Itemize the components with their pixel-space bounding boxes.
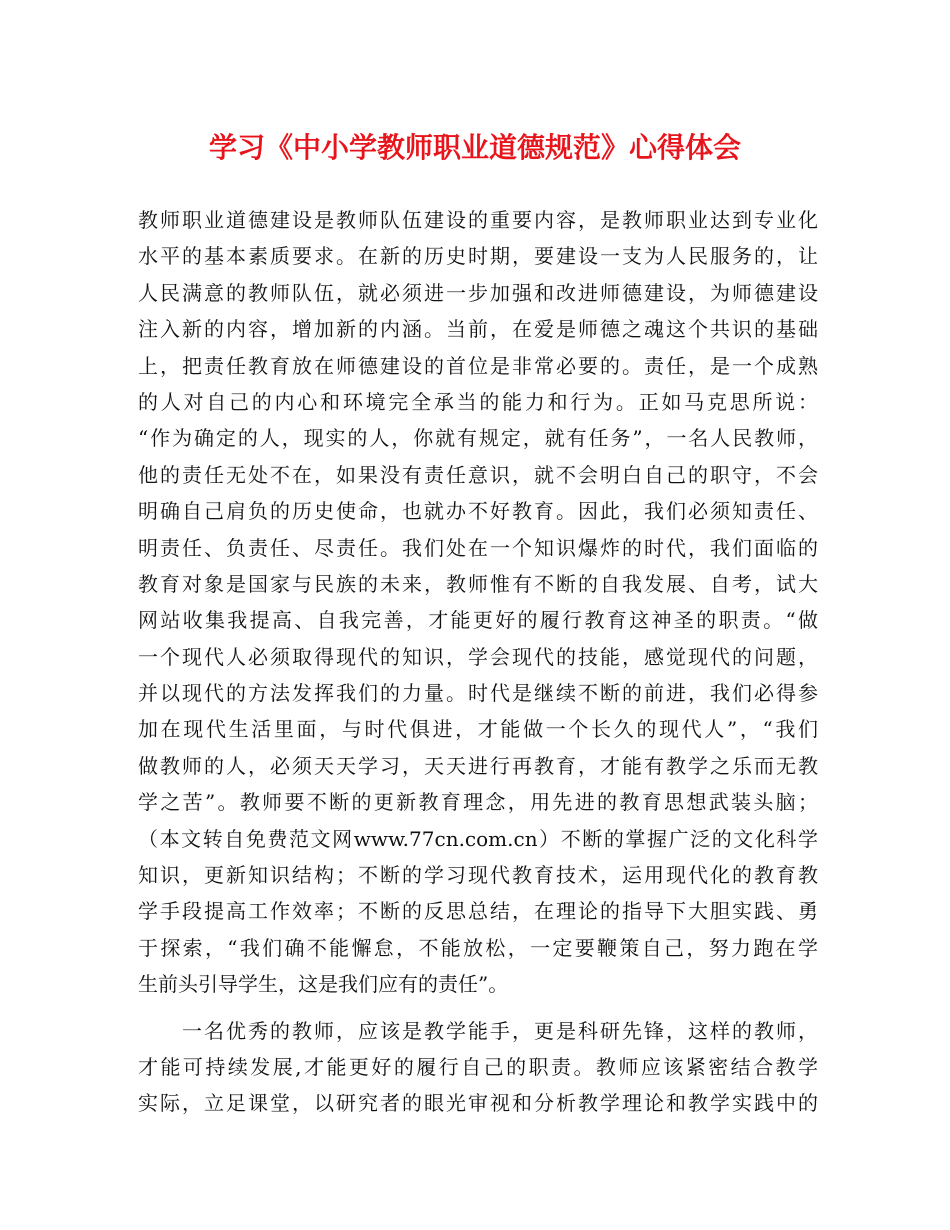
body-line: 注入新的内容，增加新的内涵。当前，在爱是师德之魂这个共识的基础 (138, 317, 818, 342)
body-line: 教育对象是国家与民族的未来，教师惟有不断的自我发展、自考，试大 (138, 571, 818, 596)
body-line: 加在现代生活里面，与时代俱进，才能做一个长久的现代人”，“我们 (138, 717, 818, 742)
document-title: 学习《中小学教师职业道德规范》心得体会 (208, 131, 741, 164)
body-line: 学之苦”。教师要不断的更新教育理念，用先进的教育思想武装头脑； (138, 790, 818, 815)
body-line: 于探索，“我们确不能懈怠，不能放松，一定要鞭策自己，努力跑在学 (138, 935, 818, 960)
body-line: 生前头引导学生，这是我们应有的责任”。 (138, 972, 509, 997)
body-line: 并以现代的方法发挥我们的力量。时代是继续不断的前进，我们必得参 (138, 681, 818, 706)
body-line: 教师职业道德建设是教师队伍建设的重要内容，是教师职业达到专业化 (138, 208, 818, 232)
body-line: 知识，更新知识结构；不断的学习现代教育技术，运用现代化的教育教 (138, 863, 818, 888)
body-line: “作为确定的人，现实的人，你就有规定，就有任务”，一名人民教师， (138, 426, 818, 451)
body-line: 上，把责任教育放在师德建设的首位是非常必要的。责任，是一个成熟 (138, 353, 818, 378)
body-line: 才能可持续发展,才能更好的履行自己的职责。教师应该紧密结合教学 (138, 1054, 818, 1079)
body-line: 他的责任无处不在，如果没有责任意识，就不会明白自己的职守，不会 (138, 462, 818, 487)
body-line: 一名优秀的教师，应该是教学能手，更是科研先锋，这样的教师， (138, 1018, 818, 1043)
body-line: 明责任、负责任、尽责任。我们处在一个知识爆炸的时代，我们面临的 (138, 535, 818, 560)
body-line: （本文转自免费范文网www.77cn.com.cn）不断的掌握广泛的文化科学 (138, 826, 818, 851)
body-line: 做教师的人，必须天天学习，天天进行再教育，才能有教学之乐而无教 (138, 753, 818, 778)
body-line: 人民满意的教师队伍，就必须进一步加强和改进师德建设，为师德建设 (138, 280, 818, 305)
document-body (138, 202, 818, 1122)
body-line: 网站收集我提高、自我完善，才能更好的履行教育这神圣的职责。“做 (138, 608, 818, 633)
body-line: 水平的基本素质要求。在新的历史时期，要建设一支为人民服务的，让 (138, 244, 818, 269)
body-line: 明确自己肩负的历史使命，也就办不好教育。因此，我们必须知责任、 (138, 499, 818, 524)
body-line: 实际，立足课堂，以研究者的眼光审视和分析教学理论和教学实践中的 (138, 1091, 818, 1116)
body-line: 学手段提高工作效率；不断的反思总结，在理论的指导下大胆实践、勇 (138, 899, 818, 924)
body-line: 一个现代人必须取得现代的知识，学会现代的技能，感觉现代的问题， (138, 644, 818, 669)
body-line: 的人对自己的内心和环境完全承当的能力和行为。正如马克思所说： (138, 389, 818, 414)
